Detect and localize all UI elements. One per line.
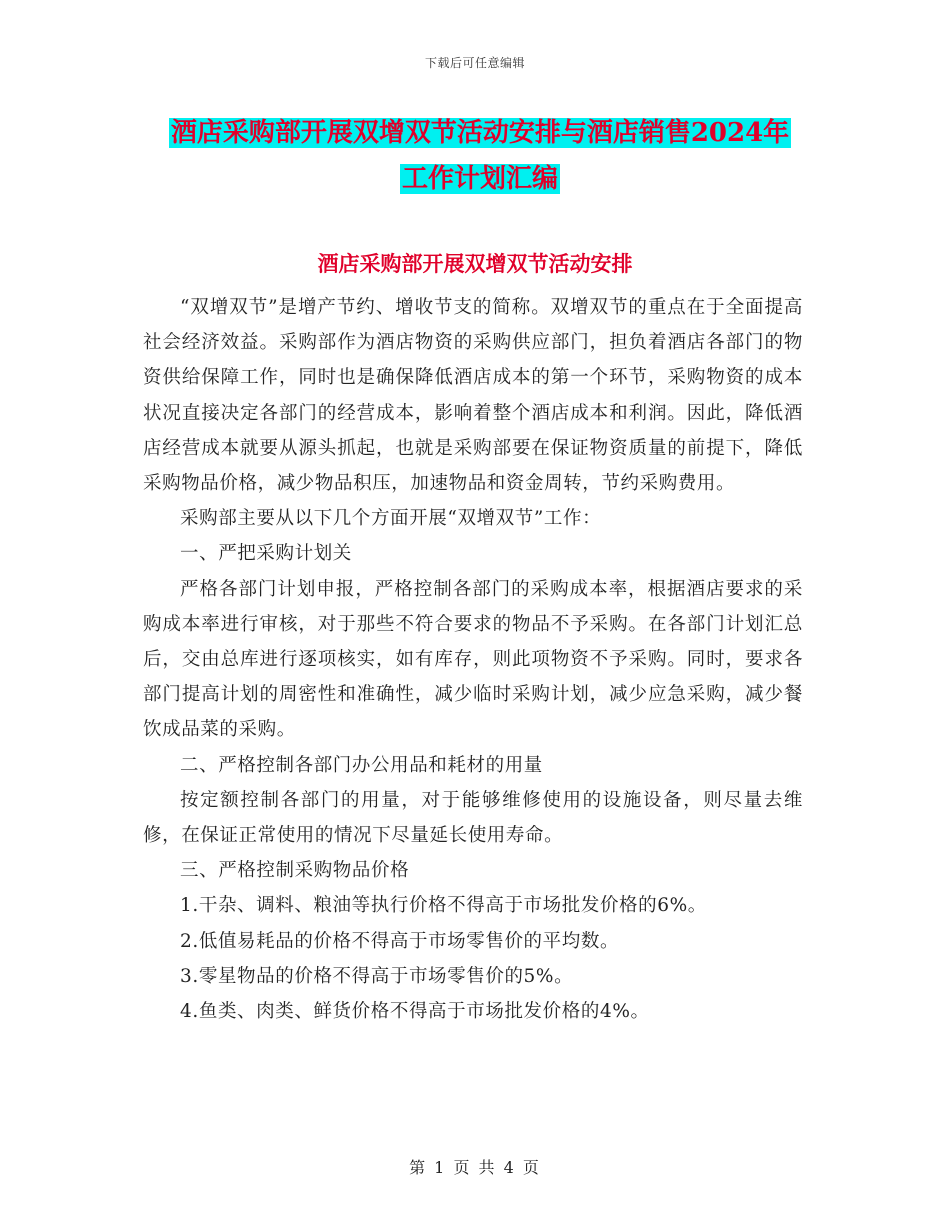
heading-item-2: 二、严格控制各部门办公用品和耗材的用量 xyxy=(180,754,543,776)
list-item: 3.零星物品的价格不得高于市场零售价的5%。 xyxy=(180,965,574,987)
paragraph-item-1: 严格各部门计划申报，严格控制各部门的采购成本率，根据酒店要求的采购成本率进行审核，对于那些不符合要求的物品不予采购。在各部门计划汇总后，交由总库进行逐项核实，如有库存，则此项物资不予采购。同时，要求各部门提高计划的周密性和准确性，减少临时采购计划，减少应急采购，减少餐饮成品菜的采购。 xyxy=(143,578,803,741)
heading-item-1: 一、严把采购计划关 xyxy=(180,543,352,565)
paragraph-intro: “双增双节”是增产节约、增收节支的简称。双增双节的重点在于全面提高社会经济效益。采购部作为酒店物资的采购供应部门，担负着酒店各部门的物资供给保障工作，同时也是确保降低酒店成本的第一个环节，采购物资的成本状况直接决定各部门的经营成本，影响着整个酒店成本和利润。因此，降低酒店经营成本就要从源头抓起，也就是采购部要在保证物资质量的前提下，降低采购物品价格，减少物品积压，加速物品和资金周转，节约采购费用。 xyxy=(143,297,803,495)
paragraph-overview: 采购部主要从以下几个方面开展“双增双节”工作： xyxy=(180,508,602,530)
document-title-line-2: 工作计划汇编 xyxy=(401,164,558,194)
document-body xyxy=(143,290,803,1029)
section-title: 酒店采购部开展双增双节活动安排 xyxy=(317,251,633,276)
list-item: 1.干杂、调料、粮油等执行价格不得高于市场批发价格的6%。 xyxy=(180,895,707,917)
document-title xyxy=(140,110,820,202)
heading-item-3: 三、严格控制采购物品价格 xyxy=(180,860,410,882)
header-note: 下载后可任意编辑 xyxy=(424,56,525,70)
list-item: 4.鱼类、肉类、鲜货价格不得高于市场批发价格的4%。 xyxy=(180,1001,650,1023)
paragraph-item-2: 按定额控制各部门的用量，对于能够维修使用的设施设备，则尽量去维修，在保证正常使用的情况下尽量延长使用寿命。 xyxy=(143,789,803,847)
document-title-line-1: 酒店采购部开展双增双节活动安排与酒店销售2024年 xyxy=(170,118,790,148)
page-footer: 第 1 页 共 4 页 xyxy=(409,1158,541,1177)
list-item: 2.低值易耗品的价格不得高于市场零售价的平均数。 xyxy=(180,930,620,952)
